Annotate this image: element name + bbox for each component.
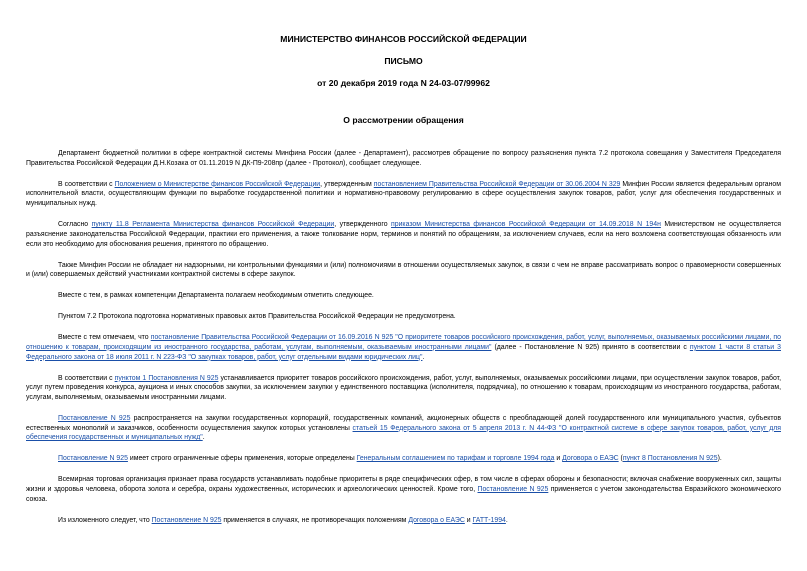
paragraph-text: Всемирная торговая организация признает права государств устанавливать подобные приоритеты в ряде специфических сфер, в том числе в сферах обороны и безопасности; включая снабжение вооруженных сил, защиты жизни и здоровья человека, оборота золота и серебра, охраны художественных, исторических и археологических ценностей. Кроме того, (26, 476, 781, 494)
paragraph-text: имеет строго ограниченные сферы применения, которые определены (127, 455, 357, 463)
paragraph-text: и (464, 516, 473, 524)
paragraph (26, 374, 781, 403)
paragraph-text: Согласно (58, 221, 92, 229)
paragraph-text: устанавливается приоритет товаров российского происхождения, работ, услуг, выполняемых, оказываемых российскими лицами, при осуществлении закупок товаров, работ, услуг путем проведения конкурса, аукциона и иных способов закупки, за исключением закупки у единственного поставщика (исполнителя, подрядчика), по отношению к товарам, происходящим из иностранного государства, работам, услугам, выполняемым, оказываемым иностранными лицами. (26, 374, 781, 402)
paragraph-text: Министерством не осуществляется разъяснение законодательства Российской Федерации, практики его применения, а также толкование норм, терминов и понятий по обращениям, за исключением случаев, если на него возложена соответствующая обязанность или если это необходимо для обоснования решения, принятого по обращению. (26, 221, 781, 248)
paragraph (26, 180, 781, 209)
paragraph-text: распространяется на закупки государственных корпораций, государственных компаний, акционерных обществ с преобладающей долей государственного или муниципального участия, субъектов естественных монополий и заказчиков, особенности осуществления закупок которых установлены (26, 415, 781, 432)
paragraph (26, 261, 781, 280)
paragraph-text: Минфин России является федеральным органом исполнительной власти, осуществляющим функции по выработке государственной политики и нормативно-правовому регулированию в сфере осуществления закупок товаров, работ, услуг для обеспечения государственных и муниципальных нужд. (26, 180, 781, 208)
paragraph-text: Вместе с тем, в рамках компетенции Департамента полагаем необходимым отметить следующее. (58, 292, 374, 300)
paragraph-text: , утвержденным (320, 180, 374, 188)
paragraph-text: Также Минфин России не обладает ни надзорными, ни контрольными функциями и (или) полномочиями в отношении осуществляемых закупок, в связи с чем не вправе рассматривать вопрос о правомерности совершенных и (или) совершаемых действий участниками контрактной системы в сфере закупок. (26, 261, 781, 279)
paragraph (26, 149, 781, 168)
document-link[interactable]: Положением о Министерстве финансов Российской Федерации (114, 180, 321, 188)
paragraph-text: В соответствии с (58, 374, 115, 382)
paragraph-text: применяется в случаях, не противоречащих положениям (221, 516, 409, 524)
paragraph-text: Пунктом 7.2 Протокола подготовка нормативных правовых актов Правительства Российской Федерации не предусмотрена. (58, 313, 456, 321)
document-link[interactable]: статьей 15 Федерального закона от 5 апреля 2013 г. N 44-ФЗ "О контрактной системе в сфере закупок товаров, работ, услуг для обеспечения государственных и муниципальных нужд" (26, 424, 781, 442)
document-type: ПИСЬМО (384, 56, 423, 66)
paragraph-text: ( (618, 455, 623, 463)
paragraph (26, 312, 781, 322)
letter-body (26, 149, 781, 526)
paragraph-text: В соответствии с (58, 180, 115, 188)
document-link[interactable]: Генеральным соглашением по тарифам и торговле 1994 года (356, 455, 555, 463)
paragraph (26, 220, 781, 249)
paragraph-text: . (505, 516, 508, 524)
ministry-title: МИНИСТЕРСТВО ФИНАНСОВ РОССИЙСКОЙ ФЕДЕРАЦИИ (280, 34, 527, 44)
paragraph-text: Департамент бюджетной политики в сфере контрактной системы Минфина России (далее - Департамент), рассмотрев обращение по вопросу разъяснения пункта 7.2 протокола совещания у Заместителя Председателя Правительства Российской Федерации Д.Н.Козака от 01.11.2019 N ДК-П9-208пр (далее - Протокол), сообщает следующее. (26, 150, 781, 167)
paragraph-text: Из изложенного следует, что (58, 516, 152, 524)
document-link[interactable]: Постановление N 925 (58, 455, 128, 463)
paragraph (26, 454, 781, 464)
paragraph (26, 291, 781, 301)
paragraph-text: и (554, 455, 563, 463)
document-link[interactable]: Договора о ЕАЭС (408, 516, 465, 524)
paragraph-text: . (422, 353, 425, 361)
document-link[interactable]: Постановление N 925 (151, 516, 222, 524)
paragraph (26, 475, 781, 504)
document-link[interactable]: постановлением Правительства Российской Федерации от 30.06.2004 N 329 (373, 180, 621, 188)
paragraph-text: применяется с учетом законодательства Евразийского экономического союза. (26, 486, 781, 503)
document-date-number: от 20 декабря 2019 года N 24-03-07/99962 (317, 78, 490, 88)
document-link[interactable]: ГАТТ-1994 (472, 516, 506, 524)
paragraph (26, 333, 781, 362)
document-link[interactable]: пункт 8 Постановления N 925 (622, 455, 718, 463)
document-link[interactable]: приказом Министерства финансов Российской Федерации от 14.09.2018 N 194н (391, 221, 661, 229)
document-link[interactable]: Договора о ЕАЭС (562, 455, 619, 463)
paragraph (26, 516, 781, 526)
document-link[interactable]: постановление Правительства Российской Федерации от 16.09.2016 N 925 "О приоритете товаров российского происхождения, работ, услуг, выполняемых, оказываемых российскими лицами, по отношению к товарам, происходящим из иностранного государства, работам, услугам, выполняемым, оказываемым иностранными лицами" (26, 334, 781, 351)
document-link[interactable]: пунктом 1 части 8 статьи 3 Федерального закона от 18 июля 2011 г. N 223-ФЗ "О закупках товаров, работ, услуг отдельными видами юридических лиц" (26, 343, 781, 361)
document-subject: О рассмотрении обращения (343, 115, 464, 125)
paragraph-text: . (202, 434, 205, 442)
paragraph (26, 414, 781, 443)
paragraph-text: ). (717, 455, 722, 463)
paragraph-text: (далее - Постановление N 925) принято в соответствии с (491, 343, 690, 351)
document-link[interactable]: пунктом 1 Постановления N 925 (114, 374, 219, 382)
document-link[interactable]: пункту 11.8 Регламента Министерства финансов Российской Федерации (91, 221, 335, 229)
paragraph-text: Вместе с тем отмечаем, что (58, 334, 151, 342)
document-link[interactable]: Постановление N 925 (477, 486, 549, 494)
document-link[interactable]: Постановление N 925 (58, 415, 131, 423)
paragraph-text: , утвержденного (334, 221, 392, 229)
